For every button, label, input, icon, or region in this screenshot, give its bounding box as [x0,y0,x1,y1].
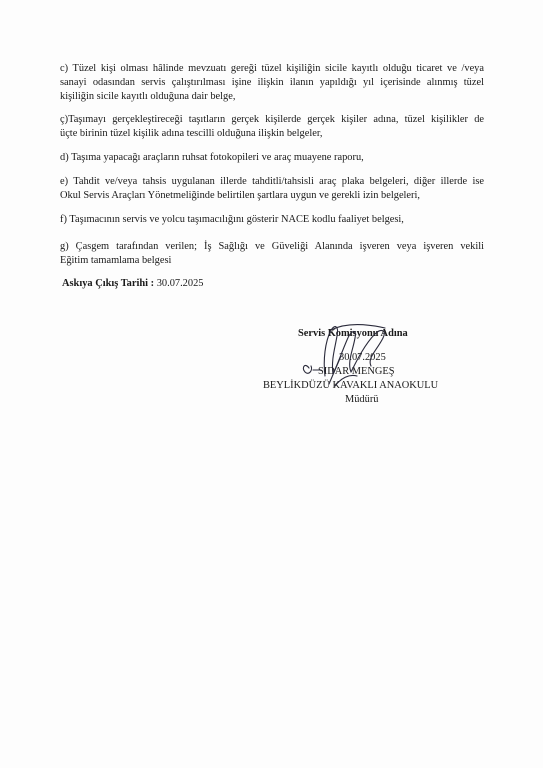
deadline-label: Askıya Çıkış Tarihi [62,278,149,289]
paragraph-line: ç)Taşımayı gerçekleştireceği taşıtların gerçek kişilerde gerçek kişiler adına, tüzel kişilikler de [60,114,484,125]
paragraph-cc [60,113,484,141]
paragraph-f [60,213,484,227]
paragraph-line: üçte birinin tüzel kişilik adına tescilli olduğuna ilişkin belgeler, [60,128,323,139]
paragraph-c [60,62,484,104]
paragraph-line: g) Çasgem tarafından verilen; İş Sağlığı ve Güveliği Alanında işveren veya işveren vekili [60,241,484,252]
signatory-role: Müdürü [345,394,379,405]
deadline-row [62,278,203,289]
paragraph-line: kişiliğin sicile kayıtlı olduğuna dair belge, [60,91,236,102]
paragraph-line: Okul Servis Araçları Yönetmeliğinde belirtilen şartlara uygun ve gerekli izin belgeleri, [60,190,420,201]
paragraph-line: Eğitim tamamlama belgesi [60,255,172,266]
paragraph-e [60,175,484,203]
signature-title: Servis Komisyonu Adına [298,328,408,339]
signatory-name: SIDAR MENGEŞ [318,366,395,377]
paragraph-line: f) Taşımacının servis ve yolcu taşımacılığını gösterir NACE kodlu faaliyet belgesi, [60,214,404,225]
school-name: BEYLİKDÜZÜ KAVAKLI ANAOKULU [263,380,439,391]
paragraph-line: sanayi odasından servis çalıştırılması işine ilişkin ilanın yapıldığı yıl içerisinde alınmış tüzel [60,77,484,88]
deadline-value: 30.07.2025 [156,278,204,289]
paragraph-g [60,240,484,268]
paragraph-line: c) Tüzel kişi olması hâlinde mevzuatı gereği tüzel kişiliğin sicile kayıtlı olduğu ticaret ve /veya [60,63,484,74]
deadline-separator: : [148,278,157,289]
paragraph-d [60,151,484,165]
signature-date: 30.07.2025 [339,352,386,363]
paragraph-line: d) Taşıma yapacağı araçların ruhsat fotokopileri ve araç muayene raporu, [60,152,364,163]
paragraph-line: e) Tahdit ve/veya tahsis uygulanan illerde tahditli/tahsisli araç plaka belgeleri, diğer illerde ise [60,176,484,187]
